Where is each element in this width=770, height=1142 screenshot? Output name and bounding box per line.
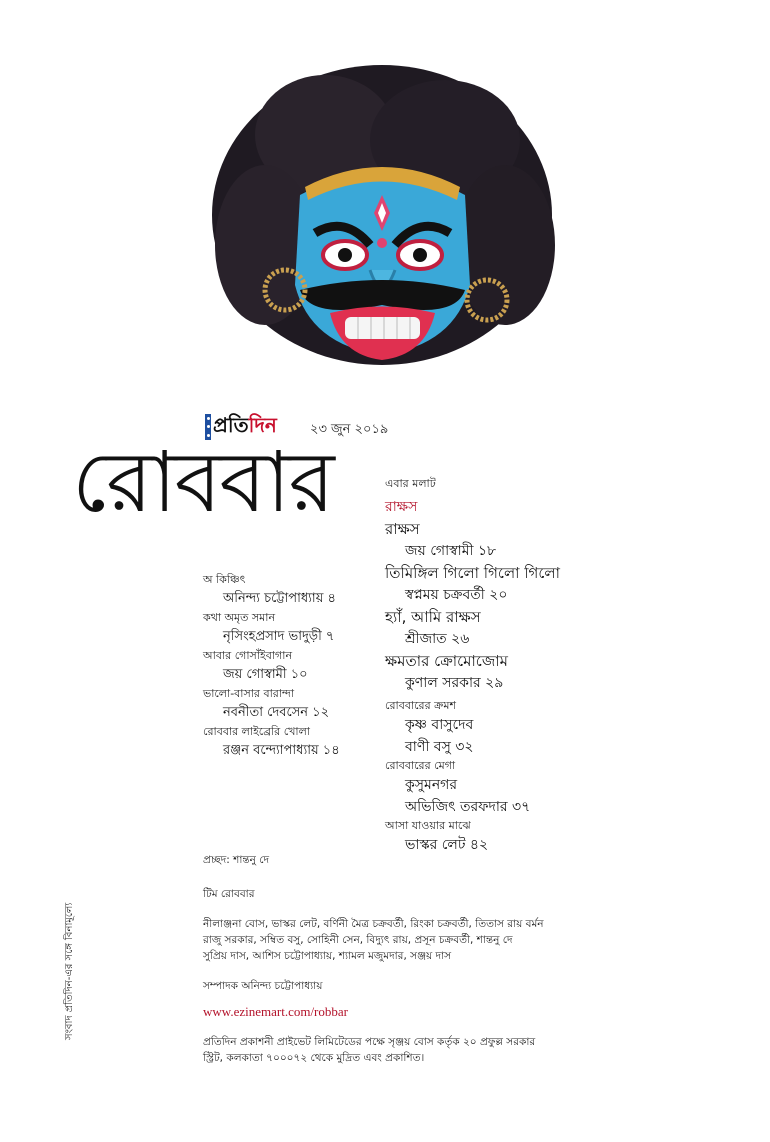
author-page: শ্রীজাত ২৬ [405, 631, 470, 647]
team-members-line: সুপ্রিয় দাস, আশিস চট্টোপাধ্যায়, শ্যামল মজুমদার, সঞ্জয় দাস [203, 950, 452, 962]
section-name: ভালো-বাসার বারান্দা [203, 687, 295, 700]
author-page: জয় গোস্বামী ১০ [223, 667, 308, 682]
section-name: রোববার লাইব্রেরি খোলা [203, 725, 310, 738]
article-title: কৃষ্ণ বাসুদেব [405, 717, 474, 733]
author-page: ভাস্কর লেট ৪২ [405, 837, 489, 853]
article-title: হ্যাঁ, আমি রাক্ষস [385, 608, 481, 626]
imprint-line: প্রতিদিন প্রকাশনী প্রাইভেট লিমিটেডের পক্ষে সৃঞ্জয় বোস কর্তৃক ২০ প্রফুল্ল সরকার [203, 1036, 536, 1048]
free-supplement-note: সংবাদ প্রতিদিন-এর সঙ্গে বিনামূল্যে [64, 902, 75, 1040]
contents-entry [203, 686, 393, 724]
contents-entry [385, 606, 585, 650]
article-title: কুসুমনগর [405, 777, 458, 793]
website-link[interactable]: www.ezinemart.com/robbar [203, 1004, 348, 1019]
cover-credit: প্রচ্ছদ: শান্তনু দে [203, 854, 270, 866]
section-name: আবার গোসাঁইবাগান [203, 649, 293, 662]
contents-entry [385, 818, 585, 856]
logo-text-part1: প্রতি [213, 412, 249, 437]
section-name: রোববারের মেগা [385, 759, 456, 772]
contents-entry [385, 698, 585, 758]
contents-entry [385, 562, 585, 606]
logo-text-part2: দিন [248, 412, 277, 437]
section-name: অ কিঞ্চিৎ [203, 573, 246, 586]
section-name: আসা যাওয়ার মাঝে [385, 819, 471, 832]
contents-right-column [385, 476, 585, 856]
team-label: টিম রোববার [203, 888, 255, 900]
author-page: বাণী বসু ৩২ [405, 739, 474, 755]
contents-entry [203, 572, 393, 610]
author-page: রঞ্জন বন্দ্যোপাধ্যায় ১৪ [223, 743, 340, 758]
contents-entry [385, 650, 585, 694]
author-page: কুণাল সরকার ২৯ [405, 675, 504, 691]
article-title: রাক্ষস [385, 520, 420, 538]
cover-mask-image [205, 55, 560, 395]
author-page: স্বপ্নময় চক্রবর্তী ২০ [405, 587, 508, 603]
author-page: নবনীতা দেবসেন ১২ [223, 705, 330, 720]
cover-story-label: এবার মলাট [385, 477, 436, 490]
editor-credit: সম্পাদক অনিন্দ্য চট্টোপাধ্যায় [203, 980, 323, 992]
imprint-line: স্ট্রিট, কলকাতা ৭০০০৭২ থেকে মুদ্রিত এবং প্রকাশিত। [203, 1052, 425, 1064]
cover-story-title: রাক্ষস [385, 499, 418, 515]
section-name: কথা অমৃত সমান [203, 611, 276, 624]
contents-entry [385, 758, 585, 818]
author-page: অনিন্দ্য চট্টোপাধ্যায় ৪ [223, 591, 336, 606]
contents-entry [203, 724, 393, 762]
team-members-line: নীলাঞ্জনা বোস, ভাস্কর লেট, বর্ণিনী মৈত্র চক্রবর্তী, রিংকা চক্রবর্তী, তিতাস রায় বর্মন [203, 918, 544, 930]
issue-date: ২৩ জুন ২০১৯ [310, 422, 389, 437]
article-title: তিমিঙ্গিল গিলো গিলো গিলো [385, 564, 560, 582]
contents-entry [203, 648, 393, 686]
author-page: অভিজিৎ তরফদার ৩৭ [405, 799, 531, 815]
team-members-line: রাজু সরকার, সম্বিত বসু, সোহিনী সেন, বিদ্যুৎ রায়, প্রসূন চক্রবর্তী, শান্তনু দে [203, 934, 513, 946]
article-title: ক্ষমতার ক্রোমোজোম [385, 652, 508, 670]
section-name: রোববারের ক্রমশ [385, 699, 456, 712]
contents-left-column [203, 572, 393, 762]
contents-entry [203, 610, 393, 648]
author-page: নৃসিংহপ্রসাদ ভাদুড়ী ৭ [223, 629, 335, 644]
contents-entry [385, 518, 585, 562]
magazine-title: রোববার [72, 433, 333, 531]
author-page: জয় গোস্বামী ১৮ [405, 543, 497, 559]
